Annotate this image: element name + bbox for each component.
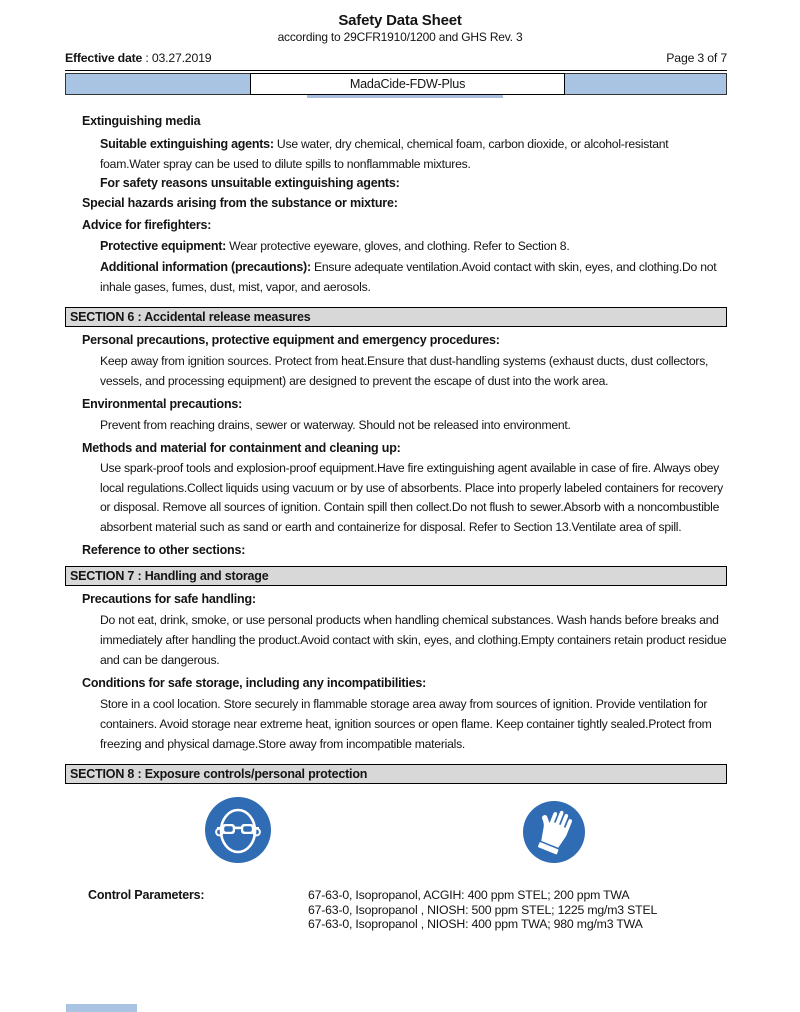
heading-methods-containment: Methods and material for containment and cleaning up: <box>82 441 401 455</box>
heading-advice-firefighters: Advice for firefighters: <box>82 218 212 232</box>
safe-handling-text: Do not eat, drink, smoke, or use personal products when handling chemical substances. Wash hands before breaks and immediately after handling the product.Avoid contact with skin, eyes, and clothing.Empty containers retain product residue and can be dangerous. <box>100 613 727 667</box>
safety-goggles-icon <box>204 796 272 864</box>
control-parameter-line: 67-63-0, Isopropanol , NIOSH: 500 ppm STEL; 1225 mg/m3 STEL <box>308 902 658 917</box>
page-subtitle: according to 29CFR1910/1200 and GHS Rev. 3 <box>277 30 523 44</box>
next-page-banner-fragment <box>66 1004 137 1012</box>
control-parameters-label: Control Parameters: <box>88 888 205 902</box>
effective-date <box>65 51 211 66</box>
methods-containment-text: Use spark-proof tools and explosion-proof equipment.Have fire extinguishing agent available in case of fire. Always obey local regulations.Collect liquids using vacuum or by use of absorbents. Place into properly labeled containers for recovery or disposal. Remove all sources of ignition. Contain spill then collect.Do not flush to sewer.Absorb with a noncombustible absorbent material such as sand or earth and containerize for disposal. Refer to Section 13.Ventilate area of spill. <box>100 461 723 534</box>
heading-environmental-precautions: Environmental precautions: <box>82 397 243 411</box>
product-banner <box>65 73 727 95</box>
protective-equipment-text: Wear protective eyeware, gloves, and clothing. Refer to Section 8. <box>226 239 570 253</box>
section-6-header: SECTION 6 : Accidental release measures <box>65 307 727 327</box>
personal-precautions-text: Keep away from ignition sources. Protect from heat.Ensure that dust-handling systems (exhaust ducts, dust collectors, vessels, and processing equipment) are designed to prevent the escape of dust into the work area. <box>100 354 709 388</box>
additional-information-label: Additional information (precautions): <box>100 260 311 274</box>
heading-personal-precautions: Personal precautions, protective equipment and emergency procedures: <box>82 333 500 347</box>
control-parameters <box>65 888 727 932</box>
product-name: MadaCide-FDW-Plus <box>349 77 466 91</box>
control-parameter-line: 67-63-0, Isopropanol , NIOSH: 400 ppm TWA; 980 mg/m3 TWA <box>308 917 643 931</box>
suitable-agents-label: Suitable extinguishing agents: <box>100 137 274 151</box>
additional-information-text: Ensure adequate ventilation.Avoid contact with skin, eyes, and clothing.Do not inhale gases, fumes, dust, mist, vapor, and aerosols. <box>100 260 717 294</box>
section-8-header: SECTION 8 : Exposure controls/personal protection <box>65 764 727 784</box>
banner-right-cell <box>565 73 727 95</box>
banner-left-cell <box>65 73 250 95</box>
environmental-precautions-text: Prevent from reaching drains, sewer or waterway. Should not be released into environment. <box>100 418 571 432</box>
unsuitable-agents-label: For safety reasons unsuitable extinguishing agents: <box>100 176 400 190</box>
heading-conditions-safe-storage: Conditions for safe storage, including any incompatibilities: <box>82 676 427 690</box>
suitable-extinguishing-agents <box>100 134 727 174</box>
ppe-pictograms <box>65 796 727 866</box>
additional-information <box>100 257 727 297</box>
safe-storage-text: Store in a cool location. Store securely in flammable storage area away from sources of ignition. Provide ventilation for containers. Avoid storage near extreme heat, ignition sources or open flame. Keep container tightly sealed.Protect from freezing and physical damage.Store away from incompatible materials. <box>100 697 712 751</box>
product-name-box <box>250 73 565 95</box>
suitable-agents-text: Use water, dry chemical, chemical foam, carbon dioxide, or alcohol-resistant foam.Water spray can be used to dilute spills to nonflammable mixtures. <box>100 137 669 171</box>
heading-special-hazards: Special hazards arising from the substance or mixture: <box>82 196 398 210</box>
protective-equipment-label: Protective equipment: <box>100 239 227 253</box>
heading-extinguishing-media: Extinguishing media <box>82 114 201 128</box>
protective-equipment <box>100 236 727 256</box>
effective-date-label: Effective date <box>65 51 143 65</box>
control-parameters-values <box>308 888 657 932</box>
meta-row <box>65 51 727 66</box>
heading-precautions-safe-handling: Precautions for safe handling: <box>82 592 256 606</box>
control-parameter-line: 67-63-0, Isopropanol, ACGIH: 400 ppm STEL; 200 ppm TWA <box>308 888 630 902</box>
banner-shadow-line <box>307 95 503 98</box>
page-number: Page 3 of 7 <box>666 51 727 65</box>
protective-gloves-icon <box>522 800 586 864</box>
page-title: Safety Data Sheet <box>338 12 462 29</box>
section-7-header: SECTION 7 : Handling and storage <box>65 566 727 586</box>
effective-date-value: : 03.27.2019 <box>142 51 212 65</box>
header-divider <box>65 70 727 71</box>
heading-reference-other-sections: Reference to other sections: <box>82 543 246 557</box>
